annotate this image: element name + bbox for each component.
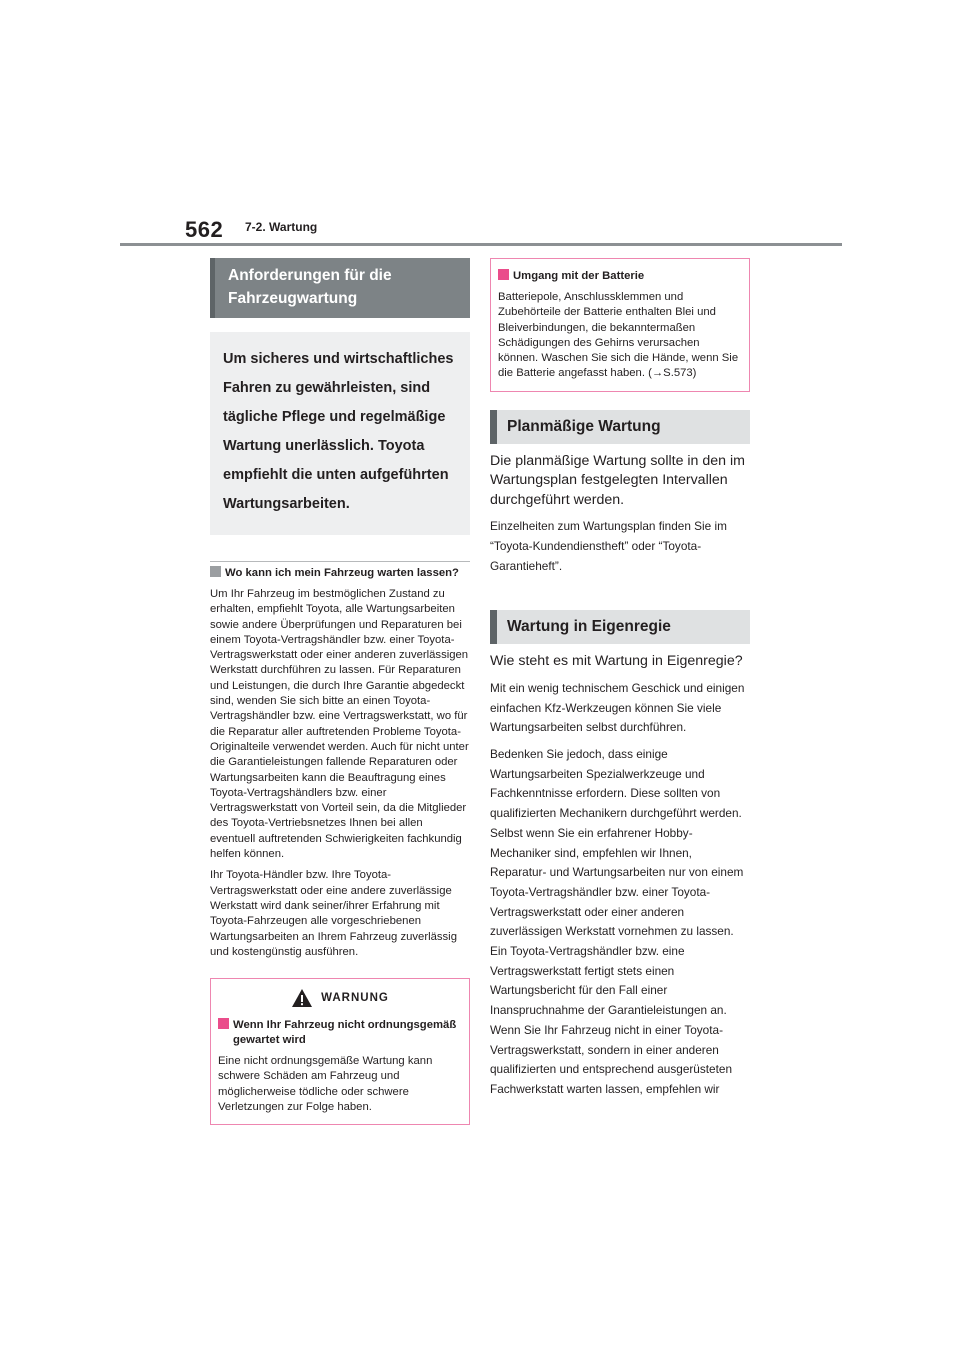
section-label: 7-2. Wartung xyxy=(245,220,318,234)
warning-text: Eine nicht ordnungsgemäße Wartung kann schwere Schäden am Fahrzeug und möglicherweise tödliche oder schwere Verletzungen zur Folge haben. xyxy=(218,1055,433,1114)
warning-header xyxy=(218,988,462,1008)
warning-heading xyxy=(218,1018,462,1048)
scheduled-text: Einzelheiten zum Wartungsplan finden Sie im “Toyota-Kundendienstheft” oder “Toyota-Garantieheft”. xyxy=(490,519,727,573)
page-number: 562 xyxy=(185,217,224,242)
warning-title: Wenn Ihr Fahrzeug nicht ordnungsgemäß gewartet wird xyxy=(233,1019,457,1047)
header-rule xyxy=(120,243,842,246)
warning-label: WARNUNG xyxy=(321,992,389,1005)
battery-note-box xyxy=(490,258,750,392)
faq-paragraph-2: Ihr Toyota-Händler bzw. Ihre Toyota-Vertragswerkstatt oder eine andere zuverlässige Werkstatt wird dank seiner/ihrer Erfahrung mit Toyota-Fahrzeugen alle vorgeschriebenen Wartungsarbeiten an Ihrem Fahrzeug zuverlässig und kostengünstig ausführen. xyxy=(210,869,457,958)
diy-lead: Wie steht es mit Wartung in Eigenregie? xyxy=(490,653,743,670)
battery-note-text: Batteriepole, Anschlussklemmen und Zubehörteile der Batterie enthalten Blei und Bleiverbindungen, die bekanntermaßen Schädigungen des Gehirns verursachen können. Waschen Sie sich die Hände, wenn Sie die Batterie angefasst haben. (→S.573) xyxy=(498,291,739,380)
heading-maintenance-requirements: Anforderungen für die Fahrzeugwartung xyxy=(210,258,470,318)
faq-heading xyxy=(210,566,470,581)
battery-note-title: Umgang mit der Batterie xyxy=(513,270,645,282)
diy-paragraph-1: Mit ein wenig technischem Geschick und einigen einfachen Kfz-Werkzeugen können Sie viele Wartungsarbeiten selbst durchführen. xyxy=(490,680,745,735)
left-column xyxy=(210,258,470,1125)
diy-paragraph-2: Bedenken Sie jedoch, dass einige Wartungsarbeiten Spezialwerkzeuge und Fachkenntnisse erfordern. Diese sollten von qualifizierten Mechanikern durchgeführt werden. Selbst wenn Sie ein erfahrener Hobby-Mechaniker sind, empfehlen wir Ihnen, Reparatur- und Wartungsarbeiten nur von einem Toyota-Vertragshändler bzw. einer Toyota-Vertragswerkstatt oder einer anderen zuverlässigen Werkstatt vornehmen zu lassen. Ein Toyota-Vertragshändler bzw. eine Vertragswerkstatt fertigt stets einen Wartungsbericht für den Fall einer Inanspruchnahme der Garantieleistungen an. Wenn Sie Ihr Fahrzeug nicht in einer Toyota-Vertragswerkstatt, sondern in einer anderen qualifizierten und entsprechend ausgerüsteten Fachwerkstatt warten lassen, empfehlen wir xyxy=(490,747,744,1096)
intro-box: Um sicheres und wirtschaftliches Fahren zu gewährleisten, sind tägliche Pflege und regelmäßige Wartung unerlässlich. Toyota empfiehlt die unten aufgeführten Wartungsarbeiten. xyxy=(210,332,470,535)
heading-diy-maintenance: Wartung in Eigenregie xyxy=(490,610,750,644)
square-bullet-icon xyxy=(498,269,509,280)
battery-note-heading xyxy=(498,269,742,284)
square-bullet-icon xyxy=(210,566,221,577)
divider xyxy=(210,561,470,562)
right-column xyxy=(490,258,750,1100)
scheduled-lead: Die planmäßige Wartung sollte in den im Wartungsplan festgelegten Intervallen durchgeführt werden. xyxy=(490,452,745,508)
heading-scheduled-maintenance: Planmäßige Wartung xyxy=(490,410,750,444)
warning-triangle-icon xyxy=(291,988,313,1008)
faq-title: Wo kann ich mein Fahrzeug warten lassen? xyxy=(225,567,459,579)
square-bullet-icon xyxy=(218,1018,229,1029)
warning-box xyxy=(210,978,470,1125)
faq-paragraph-1: Um Ihr Fahrzeug im bestmöglichen Zustand zu erhalten, empfiehlt Toyota, alle Wartungsarbeiten sowie andere Überprüfungen und Reparaturen bei einem Toyota-Vertragshändler bzw. einer Toyota-Vertragswerkstatt oder einer anderen zuverlässigen Werkstatt durchführen zu lassen. Für Reparaturen und Leistungen, die durch Ihre Garantie abgedeckt sind, wenden Sie sich bitte an einen Toyota-Vertragshändler bzw. eine Vertragswerkstatt, wo für die Reparatur aller auftretenden Probleme Toyota-Originalteile verwendet werden. Auch für nicht unter die Garantieleistungen fallende Reparaturen oder Wartungsarbeiten kann die Beauftragung eines Toyota-Vertragshändlers bzw. einer Vertragswerkstatt von Vorteil sein, da die Mitglieder des Toyota-Vertriebsnetzes Ihnen bei allen eventuell auftretenden Schwierigkeiten fachkundig helfen können. xyxy=(210,588,469,861)
